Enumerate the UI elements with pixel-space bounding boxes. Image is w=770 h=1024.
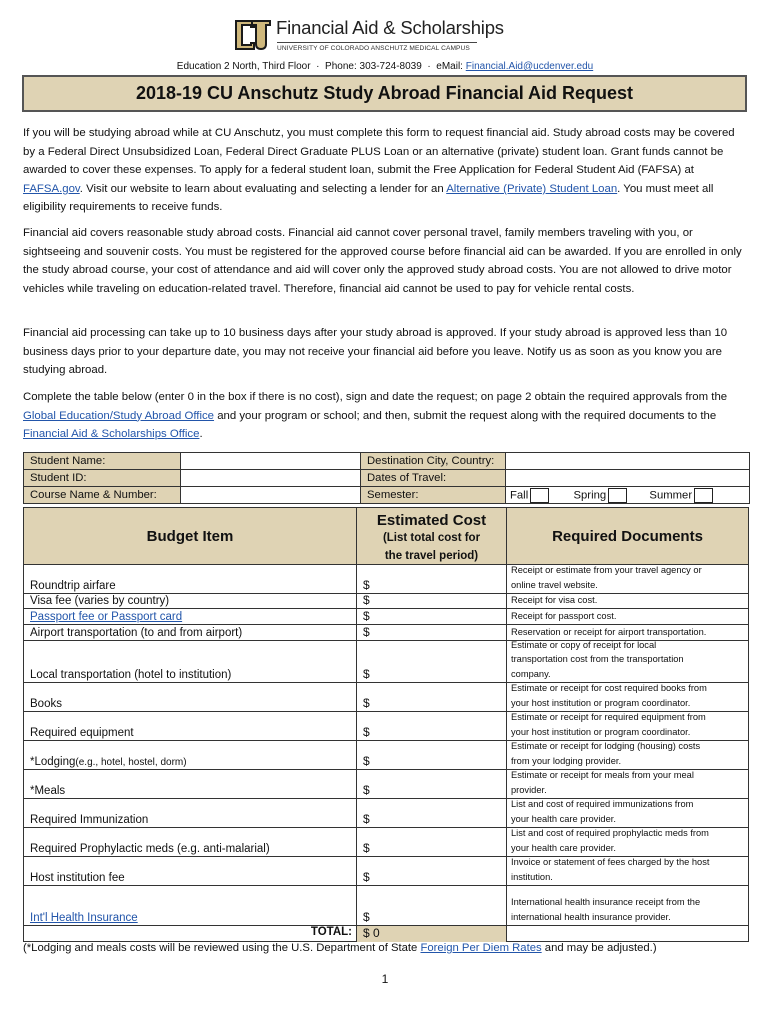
footnote-text: and may be adjusted.): [541, 942, 657, 954]
paragraph-text: . Visit our website to learn about evaluating and selecting a lender for an: [79, 182, 447, 195]
total-value: $ 0: [357, 926, 507, 942]
required-document: [507, 594, 748, 608]
required-document-line: your health care provider.: [511, 813, 616, 824]
required-document: [507, 741, 748, 769]
footnote-text: (*Lodging and meals costs will be reviewed using the U.S. Department of State: [23, 942, 421, 954]
brand-title: Financial Aid & Scholarships: [276, 17, 504, 38]
cost-field[interactable]: $: [357, 828, 507, 856]
required-document: [507, 712, 748, 740]
cost-field[interactable]: $: [357, 799, 507, 827]
estimated-cost-sub: (List total cost for: [382, 532, 481, 544]
course-label: Course Name & Number:: [24, 487, 181, 504]
destination-field[interactable]: [506, 453, 750, 470]
required-document-line: Reservation or receipt for airport transportation.: [511, 626, 707, 637]
required-document: [507, 857, 748, 885]
student-name-field[interactable]: [181, 453, 361, 470]
cost-field[interactable]: $: [357, 625, 507, 640]
budget-item-label: *Meals: [24, 770, 357, 798]
contact-separator: ·: [427, 61, 431, 72]
budget-item-label: Required Immunization: [24, 799, 357, 827]
spring-label: Spring: [573, 488, 607, 501]
title-box: [22, 75, 747, 112]
budget-item-label: Airport transportation (to and from airport): [24, 625, 357, 640]
budget-row: [24, 857, 748, 886]
semester-label: Semester:: [361, 487, 506, 504]
page-title: 2018-19 CU Anschutz Study Abroad Financial Aid Request: [135, 83, 634, 103]
budget-row: [24, 799, 748, 828]
instructions-paragraph: [23, 388, 749, 444]
summer-checkbox[interactable]: [694, 488, 713, 503]
brand-subtitle: UNIVERSITY OF COLORADO ANSCHUTZ MEDICAL CAMPUS: [277, 45, 470, 52]
global-education-link[interactable]: Global Education/Study Abroad Office: [23, 409, 215, 422]
fafsa-link[interactable]: FAFSA.gov: [23, 182, 80, 195]
required-document-line: Estimate or receipt for cost required books from: [511, 683, 707, 694]
required-document-line: Estimate or copy of receipt for local: [511, 639, 657, 650]
required-document: [507, 683, 748, 711]
paragraph-text: and your program or school; and then, submit the request along with the required documents to the: [214, 409, 717, 422]
total-row: [24, 926, 748, 942]
required-document: [507, 609, 748, 624]
cost-field[interactable]: $: [357, 770, 507, 798]
required-document-line: Estimate or receipt for lodging (housing) costs: [511, 741, 701, 752]
contact-separator: ·: [316, 61, 320, 72]
budget-row: [24, 770, 748, 799]
student-info-table: [23, 452, 750, 504]
paragraph-text: If you will be studying abroad while at CU Anschutz, you must complete this form to request financial aid. Study abroad costs may be covered by a Federal Direct Unsubsidized Loan, Federal Direct Graduate PLUS Loan or an alternative (private) student loan. Grant funds cannot be awarded to cover these expenses. To apply for a federal student loan, submit the Free Application for Federal Student Aid (FAFSA) at: [23, 127, 735, 177]
required-document-line: List and cost of required prophylactic meds from: [511, 828, 709, 839]
required-document: [507, 799, 748, 827]
cost-field[interactable]: $: [357, 594, 507, 608]
required-document: [507, 770, 748, 798]
course-field[interactable]: [181, 487, 361, 504]
dates-field[interactable]: [506, 470, 750, 487]
required-document-line: international health insurance provider.: [511, 911, 671, 922]
paragraph-text: Complete the table below (enter 0 in the box if there is no cost), sign and date the request; on page 2 obtain the required approvals from the: [23, 391, 728, 403]
required-document-line: International health insurance receipt from the: [511, 897, 701, 908]
processing-paragraph: Financial aid processing can take up to 10 business days after your study abroad is approved. If your study abroad is approved less than 10 business days prior to your departure date, you may not receive your financial aid before you leave. Notify us as soon as you know you are studying abroad.: [23, 327, 728, 377]
cost-field[interactable]: $: [357, 857, 507, 885]
required-document-line: Receipt for visa cost.: [511, 594, 598, 605]
semester-options: [506, 487, 750, 504]
estimated-cost-header: [357, 508, 507, 565]
budget-item-header: Budget Item: [24, 508, 357, 565]
required-document-line: your health care provider.: [511, 842, 616, 853]
budget-row: [24, 741, 748, 770]
total-label: TOTAL:: [24, 926, 357, 942]
required-document-line: provider.: [511, 784, 547, 795]
contact-email-label: eMail:: [436, 61, 463, 72]
paragraph-text: . You must meet all eligibility requirements to receive funds.: [23, 182, 714, 214]
required-document-line: Estimate or receipt for required equipment from: [511, 712, 706, 723]
budget-row: [24, 594, 748, 609]
dates-label: Dates of Travel:: [361, 470, 506, 487]
student-name-label: Student Name:: [24, 453, 181, 470]
budget-item-label: Required Prophylactic meds (e.g. anti-malarial): [24, 828, 357, 856]
budget-item-label: Required equipment: [24, 712, 357, 740]
fall-checkbox[interactable]: [530, 488, 549, 503]
budget-item-label: Roundtrip airfare: [24, 565, 357, 593]
required-document-line: from your lodging provider.: [511, 755, 622, 766]
cost-field[interactable]: $: [357, 641, 507, 682]
required-document: [507, 641, 748, 682]
paragraph-text: .: [199, 428, 203, 441]
budget-row: [24, 683, 748, 712]
cost-field[interactable]: $: [357, 565, 507, 593]
estimated-cost-sub: the travel period): [384, 550, 479, 562]
spring-checkbox[interactable]: [608, 488, 627, 503]
contact-address: Education 2 North, Third Floor: [176, 61, 311, 72]
budget-item-link[interactable]: Int'l Health Insurance: [30, 912, 138, 924]
intro-paragraph: [23, 124, 749, 217]
footnote: [23, 942, 657, 954]
destination-label: Destination City, Country:: [361, 453, 506, 470]
required-document-line: online travel website.: [511, 579, 598, 590]
budget-item-label[interactable]: [24, 886, 357, 925]
required-document-line: your host institution or program coordinator.: [511, 697, 691, 708]
alternative-loan-link[interactable]: Alternative (Private) Student Loan: [446, 182, 618, 195]
required-document-line: institution.: [511, 871, 553, 882]
contact-line: [0, 61, 770, 72]
required-document-line: Invoice or statement of fees charged by the host: [511, 857, 710, 868]
contact-email-link[interactable]: Financial.Aid@ucdenver.edu: [465, 61, 594, 72]
budget-table: [23, 507, 749, 942]
required-document: [507, 565, 748, 593]
budget-row: [24, 886, 748, 926]
budget-row: [24, 712, 748, 741]
estimated-cost-title: Estimated Cost: [376, 512, 487, 529]
required-document-line: your host institution or program coordinator.: [511, 726, 691, 737]
cost-field[interactable]: $: [357, 886, 507, 925]
per-diem-link[interactable]: Foreign Per Diem Rates: [420, 942, 542, 954]
budget-item-label: Visa fee (varies by country): [24, 594, 357, 608]
student-id-field[interactable]: [181, 470, 361, 487]
financial-aid-office-link[interactable]: Financial Aid & Scholarships Office: [23, 428, 200, 441]
budget-row: [24, 641, 748, 683]
required-document: [507, 828, 748, 856]
brand-divider: [277, 42, 477, 43]
budget-row: [24, 565, 748, 594]
budget-item-label: *Lodging (e.g., hotel, hostel, dorm): [24, 741, 357, 769]
cost-field[interactable]: $: [357, 609, 507, 624]
required-document-line: Receipt for passport cost.: [511, 610, 617, 621]
summer-label: Summer: [649, 488, 693, 501]
required-documents-header: Required Documents: [507, 508, 748, 565]
required-document-line: Receipt or estimate from your travel agency or: [511, 565, 702, 576]
budget-item-label: Host institution fee: [24, 857, 357, 885]
cost-field[interactable]: $: [357, 712, 507, 740]
coverage-paragraph: Financial aid covers reasonable study abroad costs. Financial aid cannot cover personal travel, family members traveling with you, or sightseeing and souvenir costs. You must be registered for the approved course before financial aid can be awarded. If you are enrolled in only the study abroad course, your cost of attendance and aid will cover only the approved study abroad costs. You are not allowed to drive motor vehicles while traveling on education-related travel. Therefore, financial aid cannot be used to pay for vehicle rental costs.: [23, 227, 742, 295]
budget-row: [24, 609, 748, 625]
required-document: [507, 886, 748, 925]
header: [0, 14, 770, 60]
budget-item-label: Books: [24, 683, 357, 711]
required-document-line: List and cost of required immunizations from: [511, 799, 694, 810]
required-document-line: transportation cost from the transportation: [511, 654, 684, 665]
contact-phone: Phone: 303-724-8039: [325, 61, 422, 72]
fall-label: Fall: [510, 488, 529, 501]
cost-field[interactable]: $: [357, 683, 507, 711]
required-document-line: Estimate or receipt for meals from your meal: [511, 770, 694, 781]
page-number: 1: [381, 972, 389, 986]
budget-row: [24, 828, 748, 857]
cu-logo-icon: [233, 18, 273, 52]
budget-item-label[interactable]: [24, 609, 357, 624]
budget-item-link[interactable]: Passport fee or Passport card: [30, 611, 183, 623]
budget-item-note: (e.g., hotel, hostel, dorm): [75, 757, 187, 768]
student-id-label: Student ID:: [24, 470, 181, 487]
required-document-line: company.: [511, 668, 551, 679]
budget-item-label: Local transportation (hotel to institution): [24, 641, 357, 682]
cost-field[interactable]: $: [357, 741, 507, 769]
